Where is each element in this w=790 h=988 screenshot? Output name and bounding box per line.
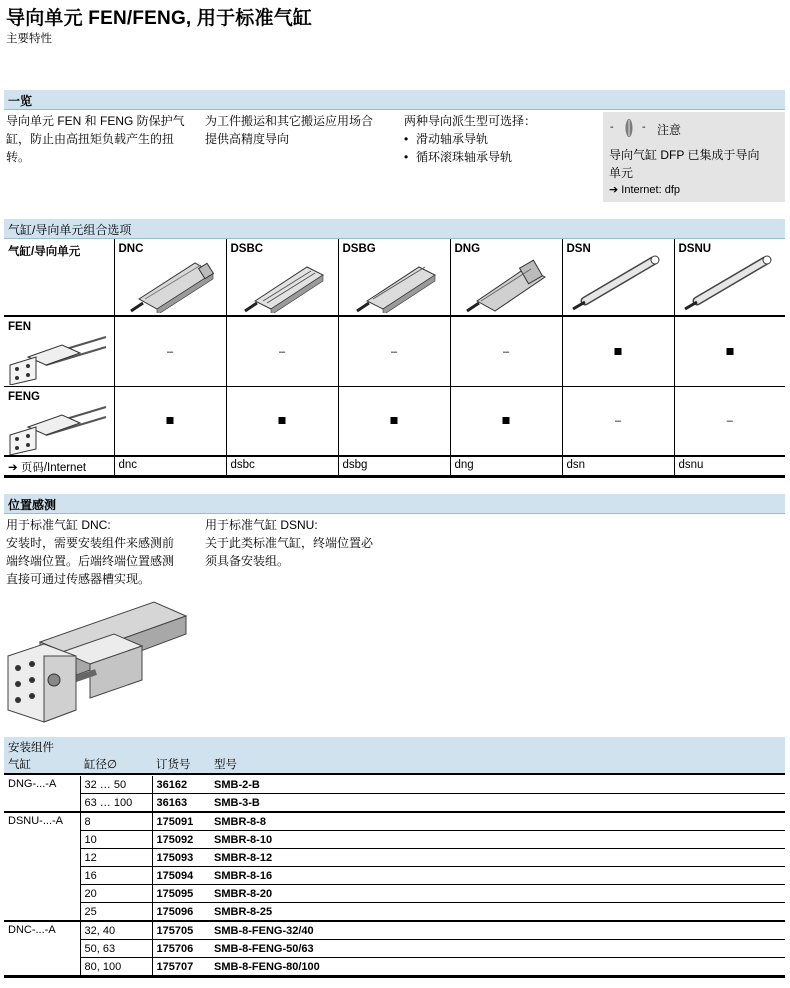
text-line: 安装时，需要安装组件来感测前	[6, 536, 175, 550]
availability-mark	[726, 346, 733, 358]
text-line: 转。	[6, 150, 31, 164]
note-text	[609, 146, 781, 182]
sensing-bar	[4, 494, 785, 514]
text-line: 导向单元 FEN 和 FENG 防保护气	[6, 114, 185, 128]
combo-cell	[562, 387, 674, 457]
combo-title: 气缸/导向单元组合选项	[8, 223, 132, 237]
text-line: 缸，防止由高扭矩负载产生的扭	[6, 132, 175, 146]
bore-cell: 10	[80, 831, 152, 849]
table-row	[4, 921, 785, 940]
internet-link[interactable]: dsbc	[230, 459, 255, 471]
part-number-cell: 175094	[152, 867, 210, 885]
cylinder-header-dsnu	[674, 239, 785, 316]
availability-mark	[279, 415, 286, 427]
bore-cell: 50, 63	[80, 940, 152, 958]
availability-mark: –	[166, 345, 174, 358]
note-label: 注意	[657, 123, 682, 137]
table-row	[4, 776, 785, 794]
bore-cell: 12	[80, 849, 152, 867]
table-row	[4, 885, 785, 903]
cylinder-label: DSBG	[342, 243, 376, 255]
table-row	[4, 849, 785, 867]
link-label: 页码/Internet	[20, 462, 87, 474]
list-item: • 滑动轴承导轨	[404, 130, 594, 148]
corner-label: 气缸/导向单元	[8, 246, 81, 258]
table-row	[4, 867, 785, 885]
cylinder-label: DSN	[566, 243, 591, 255]
available-square-icon	[167, 417, 174, 424]
bore-cell: 32, 40	[80, 921, 152, 940]
part-number-cell: 175096	[152, 903, 210, 922]
combo-cell	[674, 387, 785, 457]
cylinder-header-dsn	[562, 239, 674, 316]
note-box	[603, 112, 785, 202]
link-cell[interactable]	[674, 456, 785, 477]
col-header-cylinder: 气缸	[8, 759, 31, 771]
guide-label: FENG	[8, 391, 40, 403]
link-cell[interactable]	[562, 456, 674, 477]
part-number-cell: 175707	[152, 958, 210, 977]
guide-label: FEN	[8, 321, 31, 333]
text-line: 用于标准气缸 DSNU:	[205, 518, 318, 532]
overview-col2	[205, 112, 395, 148]
cylinder-label: DSNU	[678, 243, 712, 255]
arrow-right-icon: ➔	[609, 184, 619, 196]
bore-cell: 32 … 50	[80, 776, 152, 794]
mounting-title: 安装组件	[8, 742, 54, 754]
text-line: 端终端位置。后端终端位置感测	[6, 554, 175, 568]
internet-link[interactable]: dsnu	[678, 459, 704, 471]
combo-cell	[674, 316, 785, 387]
type-cell: SMB-8-FENG-32/40	[210, 921, 785, 940]
availability-mark: –	[614, 415, 622, 427]
type-cell: SMBR-8-25	[210, 903, 785, 922]
type-cell: SMBR-8-20	[210, 885, 785, 903]
guide-unit-fen	[4, 316, 114, 387]
text-line: 关于此类标准气缸，终端位置必	[205, 536, 374, 550]
type-cell: SMBR-8-8	[210, 812, 785, 831]
table-row	[4, 831, 785, 849]
text-line: 直接可通过传感器槽实现。	[6, 572, 151, 586]
available-square-icon	[503, 417, 510, 424]
text-line: 须具备安装组。	[205, 554, 290, 568]
cylinder-header-dng	[450, 239, 562, 316]
part-number-cell: 175706	[152, 940, 210, 958]
overview-bar	[4, 90, 785, 110]
link-label-cell	[4, 456, 114, 477]
combo-cell	[114, 387, 226, 457]
available-square-icon	[391, 417, 398, 424]
type-cell: SMB-2-B	[210, 776, 785, 794]
text-line: 单元	[609, 166, 634, 180]
type-cell: SMB-8-FENG-80/100	[210, 958, 785, 977]
combo-cell	[338, 387, 450, 457]
availability-mark: –	[726, 415, 733, 427]
page-title: 导向单元 FEN/FENG, 用于标准气缸	[6, 8, 313, 29]
link-cell[interactable]	[114, 456, 226, 477]
cylinder-cell: DSNU-...-A	[4, 812, 80, 921]
text-line: 导向气缸 DFP 已集成于导向	[609, 148, 760, 162]
note-link-text[interactable]: Internet: dfp	[621, 184, 680, 196]
table-row	[4, 812, 785, 831]
availability-mark	[167, 415, 174, 427]
table-row	[4, 903, 785, 922]
svg-text:-: -	[642, 122, 646, 133]
internet-link[interactable]: dsbg	[342, 459, 368, 471]
table-row	[4, 940, 785, 958]
availability-mark: –	[502, 345, 510, 358]
cylinder-cell: DNG-...-A	[4, 776, 80, 812]
table-row	[4, 456, 785, 477]
combo-cell	[226, 387, 338, 457]
combo-cell	[450, 387, 562, 457]
overview-title: 一览	[8, 94, 33, 108]
list-item: • 循环滚珠轴承导轨	[404, 148, 594, 166]
internet-link[interactable]: dnc	[118, 459, 138, 471]
sensing-col2	[205, 516, 395, 570]
link-cell[interactable]	[226, 456, 338, 477]
availability-mark: –	[390, 345, 398, 358]
part-number-cell: 175092	[152, 831, 210, 849]
availability-mark: –	[278, 345, 286, 358]
cylinder-label: DNG	[454, 243, 481, 255]
part-number-cell: 175091	[152, 812, 210, 831]
sensing-col1	[6, 516, 196, 588]
bore-cell: 8	[80, 812, 152, 831]
cylinder-cell: DNC-...-A	[4, 921, 80, 977]
note-header	[609, 118, 779, 138]
table-row	[4, 316, 785, 387]
part-number-cell: 36162	[152, 776, 210, 794]
guide-fen-image	[6, 331, 110, 385]
cylinder-dnc-image	[121, 255, 221, 313]
combo-bar	[4, 219, 785, 239]
type-cell: SMBR-8-10	[210, 831, 785, 849]
text-line: 用于标准气缸 DNC:	[6, 518, 111, 532]
cylinder-label: DNC	[118, 243, 144, 255]
type-cell: SMBR-8-12	[210, 849, 785, 867]
cylinder-dsbg-image	[345, 255, 445, 313]
overview-col3	[404, 112, 594, 166]
col-header-type: 型号	[214, 759, 237, 771]
svg-text:-: -	[610, 122, 614, 133]
combo-cell	[114, 316, 226, 387]
overview-col1	[6, 112, 196, 166]
availability-mark	[503, 415, 510, 427]
part-number-cell: 175095	[152, 885, 210, 903]
bore-cell: 63 … 100	[80, 794, 152, 813]
bore-cell: 25	[80, 903, 152, 922]
link-cell[interactable]	[338, 456, 450, 477]
cylinder-header-dsbc	[226, 239, 338, 316]
part-number-cell: 36163	[152, 794, 210, 813]
available-square-icon	[726, 348, 733, 355]
guide-unit-feng	[4, 387, 114, 457]
variant-list	[404, 130, 594, 166]
available-square-icon	[279, 417, 286, 424]
combination-table	[4, 239, 785, 478]
text-line: 为工件搬运和其它搬运应用场合	[205, 114, 374, 128]
combo-cell	[338, 316, 450, 387]
table-row	[4, 794, 785, 813]
type-cell: SMB-8-FENG-50/63	[210, 940, 785, 958]
mounting-header	[4, 737, 785, 775]
combo-cell	[226, 316, 338, 387]
arrow-right-icon: ➔	[8, 462, 21, 474]
bore-cell: 16	[80, 867, 152, 885]
internet-link[interactable]: dng	[454, 459, 474, 471]
info-icon	[609, 118, 649, 138]
guide-feng-image	[6, 401, 110, 455]
type-cell: SMBR-8-16	[210, 867, 785, 885]
cylinder-dsbc-image	[233, 255, 333, 313]
availability-mark	[391, 415, 398, 427]
text-line: 两种导向派生型可选择：	[404, 114, 537, 128]
note-link[interactable]	[609, 183, 680, 196]
part-number-cell: 175705	[152, 921, 210, 940]
part-number-cell: 175093	[152, 849, 210, 867]
cylinder-dsn-image	[569, 255, 669, 313]
cylinder-label: DSBC	[230, 243, 264, 255]
type-cell: SMB-3-B	[210, 794, 785, 813]
col-header-part-no: 订货号	[156, 759, 191, 771]
cylinder-header-dsbg	[338, 239, 450, 316]
sensing-title: 位置感测	[8, 498, 57, 512]
table-row	[4, 958, 785, 977]
corner-cell	[4, 239, 114, 316]
bore-cell: 20	[80, 885, 152, 903]
col-header-bore: 缸径∅	[84, 759, 118, 771]
available-square-icon	[615, 348, 622, 355]
cylinder-header-dnc	[114, 239, 226, 316]
internet-link[interactable]: dsn	[566, 459, 586, 471]
bore-cell: 80, 100	[80, 958, 152, 977]
mounting-table	[4, 776, 785, 978]
table-row	[4, 387, 785, 457]
page-subtitle: 主要特性	[6, 33, 52, 45]
link-cell[interactable]	[450, 456, 562, 477]
guide-unit-illustration	[4, 594, 194, 724]
availability-mark	[615, 346, 622, 358]
cylinder-dsnu-image	[681, 255, 781, 313]
cylinder-dng-image	[457, 255, 557, 313]
combo-cell	[562, 316, 674, 387]
text-line: 提供高精度导向	[205, 132, 290, 146]
combo-cell	[450, 316, 562, 387]
